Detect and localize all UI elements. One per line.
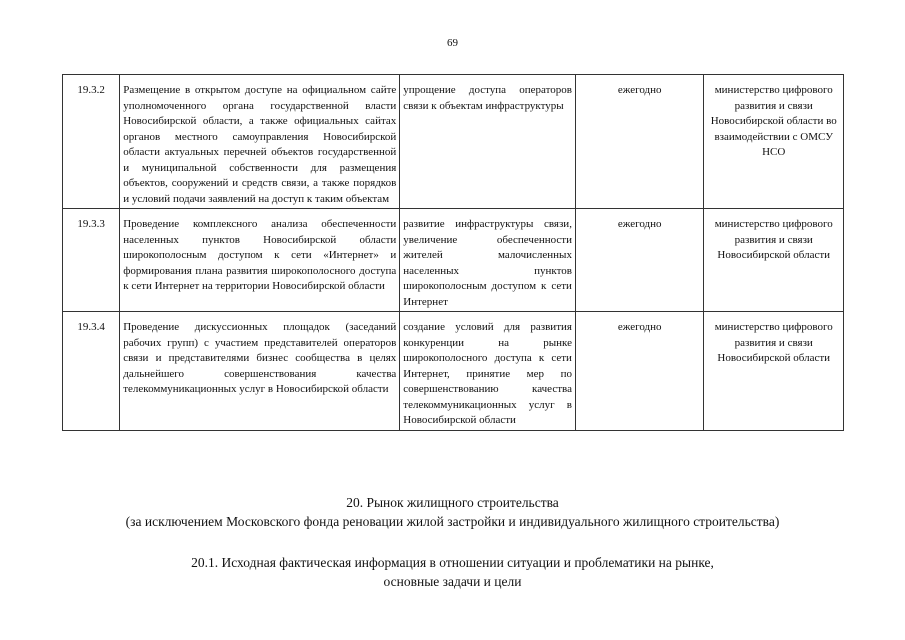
page-number: 69 <box>447 37 458 49</box>
table-row <box>63 312 844 431</box>
subsection-title-line-1: 20.1. Исходная фактическая информация в отношении ситуации и проблематики на рынке, <box>191 555 714 570</box>
deadline-cell: ежегодно <box>575 312 703 431</box>
row-number-cell: 19.3.4 <box>63 312 120 431</box>
measures-table <box>62 74 844 431</box>
section-title: 20. Рынок жилищного строительства <box>346 495 559 510</box>
result-cell: развитие инфраструктуры связи, увеличение обеспеченности жителей малочисленных населенных пунктов широкополосным доступом к сети Интернет <box>400 209 576 312</box>
row-number-cell: 19.3.3 <box>63 209 120 312</box>
table-row <box>63 209 844 312</box>
row-number-cell: 19.3.2 <box>63 75 120 209</box>
section-subtitle: (за исключением Московского фонда реновации жилой застройки и индивидуального жилищного строительства) <box>125 514 780 529</box>
result-cell: создание условий для развития конкуренции на рынке широкополосного доступа к сети Интернет, принятие мер по совершенствованию качества телекоммуникационных услуг в Новосибирской области <box>400 312 576 431</box>
measure-cell: Проведение дискуссионных площадок (заседаний рабочих групп) с участием представителей операторов связи и представителями бизнес сообщества в целях дальнейшего совершенствования качества телекоммуникационных услуг в Новосибирской области <box>120 312 400 431</box>
section-20-1-heading <box>0 553 905 591</box>
subsection-title-line-2: основные задачи и цели <box>383 574 522 589</box>
result-cell: упрощение доступа операторов связи к объектам инфраструктуры <box>400 75 576 209</box>
measure-cell: Размещение в открытом доступе на официальном сайте уполномоченного органа государственной власти Новосибирской области, а также официальных сайтах органов местного самоуправления Новосибирской области актуальных перечней объектов государственной и муниципальной собственности для размещения объектов, сооружений и средств связи, а также порядков и условий подачи заявлений на доступ к таким объектам <box>120 75 400 209</box>
table-row <box>63 75 844 209</box>
responsible-cell: министерство цифрового развития и связи Новосибирской области во взаимодействии с ОМСУ НСО <box>704 75 844 209</box>
responsible-cell: министерство цифрового развития и связи Новосибирской области <box>704 312 844 431</box>
measure-cell: Проведение комплексного анализа обеспеченности населенных пунктов Новосибирской области широкополосным доступом к сети «Интернет» и формирования плана развития широкополосного доступа к сети Интернет на территории Новосибирской области <box>120 209 400 312</box>
section-20-heading <box>0 493 905 531</box>
deadline-cell: ежегодно <box>575 209 703 312</box>
responsible-cell: министерство цифрового развития и связи Новосибирской области <box>704 209 844 312</box>
deadline-cell: ежегодно <box>575 75 703 209</box>
